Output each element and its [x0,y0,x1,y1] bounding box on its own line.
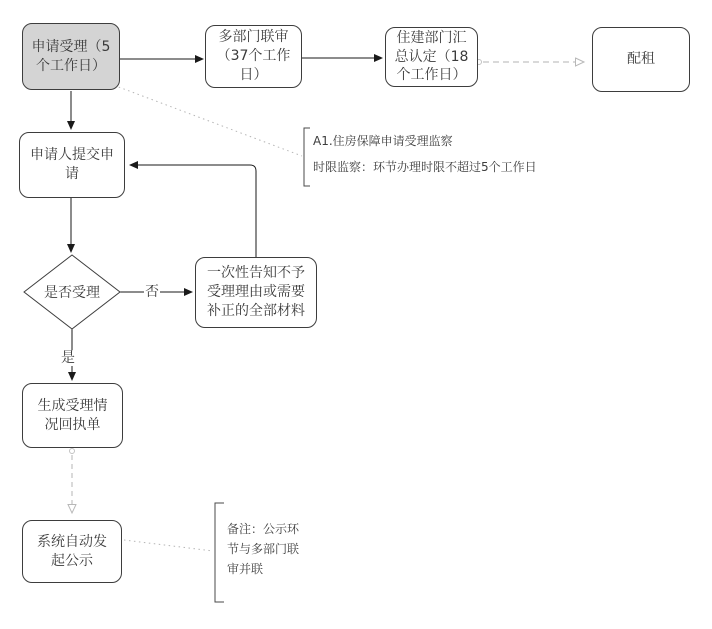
connector-dot-receipt [70,449,75,454]
node-housing-dept-confirm-label: 住建部门汇总认定（18个工作日） [394,29,469,84]
node-accept-decision-label: 是否受理 [44,285,100,301]
node-one-time-notice[interactable] [195,257,317,328]
node-applicant-submit-label: 申请人提交申请 [30,147,114,182]
node-allocate-rental-label: 配租 [627,51,655,68]
node-system-publicity[interactable] [22,520,122,583]
edge-label-yes: 是 [61,350,75,366]
edge-notice-back-to-submit [130,165,256,257]
leader-apply-to-a1 [100,80,302,156]
annotation-a1-line2: 时限监察：环节办理时限不超过5个工作日 [313,160,537,174]
node-one-time-notice-label: 一次性告知不予受理理由或需要补正的全部材料 [207,265,305,319]
annotation-a1-supervision [313,128,537,180]
node-apply-acceptance-label: 申请受理（5个工作日） [31,38,111,74]
leader-publicity-to-note [124,540,213,551]
annotation-note-parallel: 备注：公示环节与多部门联审并联 [227,522,300,576]
edge-label-no: 否 [145,284,159,300]
node-accept-decision[interactable] [24,255,120,329]
bracket-a1 [304,128,310,186]
node-generate-receipt-label: 生成受理情况回执单 [37,397,108,433]
annotation-a1-line1: A1.住房保障申请受理监察 [313,134,453,148]
node-apply-acceptance[interactable] [22,23,120,90]
bracket-note [215,503,224,602]
node-housing-dept-confirm[interactable] [385,27,478,87]
node-system-publicity-label: 系统自动发起公示 [37,533,107,569]
node-applicant-submit[interactable] [19,132,125,198]
node-multi-dept-joint-review-label: 多部门联审（37个工作日） [216,29,291,83]
node-allocate-rental[interactable] [592,27,690,92]
node-multi-dept-joint-review[interactable] [205,25,302,88]
node-generate-receipt[interactable] [22,383,123,448]
